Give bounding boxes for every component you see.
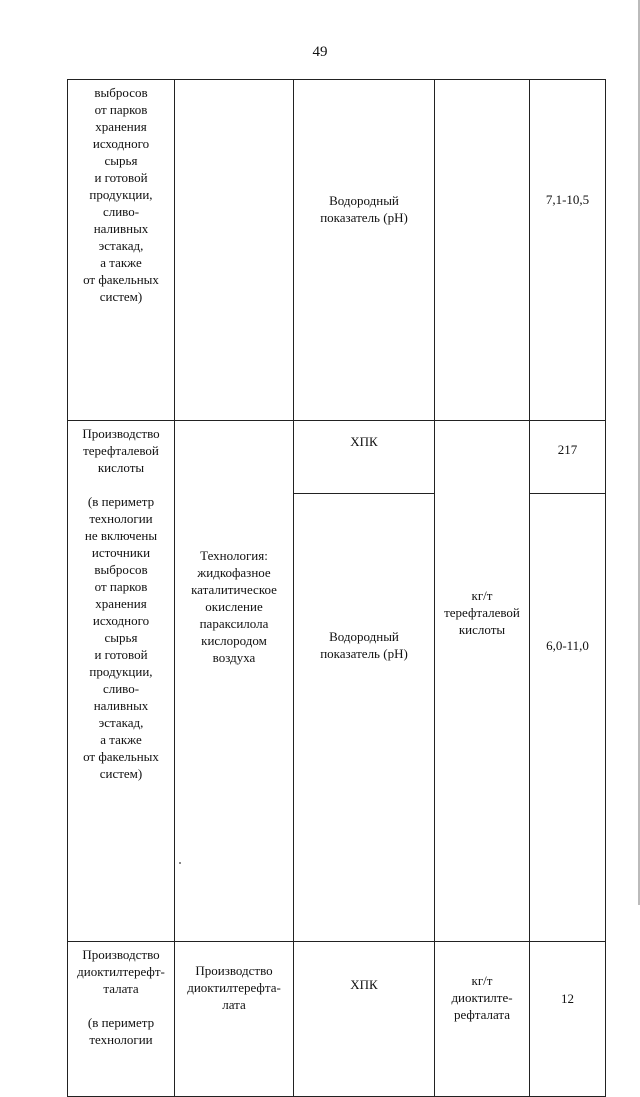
technology-cell [175, 80, 294, 421]
indicator-cell: Водородный показатель (pH) [294, 80, 435, 421]
process-cell [68, 942, 175, 1097]
indicator-cell: ХПК [294, 942, 435, 1097]
technology-cell: Производство диоктилтерефта- лата [175, 942, 294, 1097]
scan-speck [179, 862, 181, 864]
process-name: Производство диоктилтерефт- талата [77, 947, 165, 996]
emissions-table [67, 79, 606, 1097]
value-cell: 6,0-11,0 [530, 494, 606, 942]
process-note: (в периметр технологии [87, 1015, 155, 1047]
unit-cell: кг/т диоктилте- рефталата [435, 942, 530, 1097]
value-cell: 12 [530, 942, 606, 1097]
process-cell: выбросов от парков хранения исходного сырья и готовой продукции, сливо- наливных эстакад, а также от факельных систем) [68, 80, 175, 421]
value-cell: 7,1-10,5 [530, 80, 606, 421]
process-cell [68, 421, 175, 942]
table-row [68, 421, 606, 494]
process-name: Производство терефталевой кислоты [82, 426, 160, 475]
unit-cell [435, 80, 530, 421]
page-number: 49 [312, 44, 328, 60]
value-cell: 217 [530, 421, 606, 494]
unit-cell: кг/т терефталевой кислоты [435, 421, 530, 942]
process-note: (в периметр технологии не включены источники выбросов от парков хранения исходного сырья и готовой продукции, сливо- наливных эстакад, а также от факельных систем) [83, 494, 159, 781]
indicator-cell: ХПК [294, 421, 435, 494]
table-row [68, 80, 606, 421]
table-row [68, 942, 606, 1097]
indicator-cell: Водородный показатель (pH) [294, 494, 435, 942]
technology-cell: Технология: жидкофазное каталитическое окисление параксилола кислородом воздуха [175, 421, 294, 942]
